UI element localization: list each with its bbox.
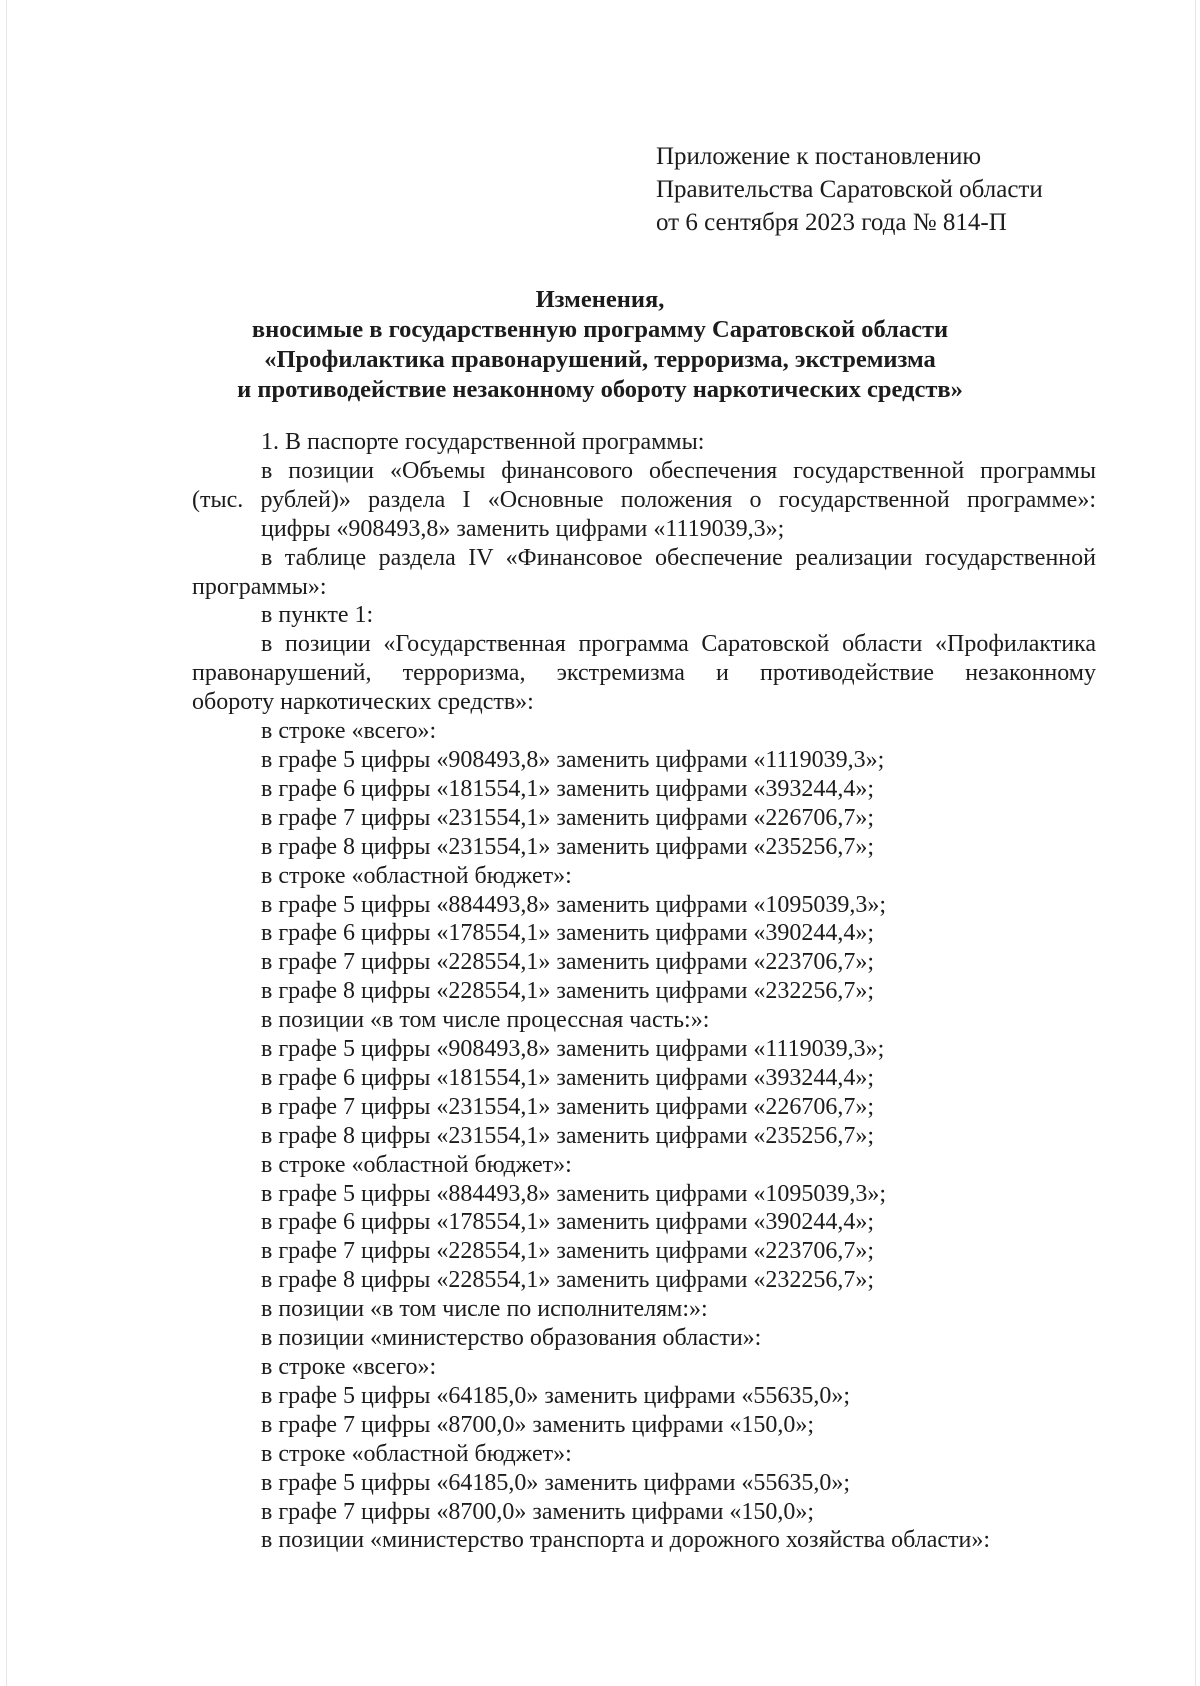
body-line: в позиции «в том числе по исполнителям:»: bbox=[261, 1296, 708, 1323]
approval-line: Приложение к постановлению bbox=[656, 143, 982, 170]
body-line: в позиции «Государственная программа Саратовской области «Профилактика bbox=[261, 631, 1096, 658]
scan-edge-right bbox=[1195, 0, 1196, 1686]
body-line: в графе 8 цифры «231554,1» заменить цифрами «235256,7»; bbox=[261, 833, 875, 860]
approval-line: от 6 сентября 2023 года № 814-П bbox=[656, 209, 1007, 236]
approval-line: Правительства Саратовской области bbox=[656, 176, 1043, 203]
document-title bbox=[60, 285, 1140, 405]
body-line: в строке «всего»: bbox=[261, 718, 437, 745]
body-line: в графе 5 цифры «64185,0» заменить цифрами «55635,0»; bbox=[261, 1382, 851, 1409]
body-line: в строке «областной бюджет»: bbox=[261, 1440, 572, 1467]
body-line: в строке «областной бюджет»: bbox=[261, 862, 572, 889]
body-line: в строке «областной бюджет»: bbox=[261, 1151, 572, 1178]
title-line: «Профилактика правонарушений, терроризма, экстремизма bbox=[264, 346, 936, 373]
body-line: в пункте 1: bbox=[261, 602, 374, 629]
body-line: в позиции «министерство транспорта и дорожного хозяйства области»: bbox=[261, 1527, 991, 1554]
body-line: в графе 7 цифры «231554,1» заменить цифрами «226706,7»; bbox=[261, 804, 875, 831]
body-line: в графе 6 цифры «178554,1» заменить цифрами «390244,4»; bbox=[261, 1209, 875, 1236]
body-line: в графе 6 цифры «181554,1» заменить цифрами «393244,4»; bbox=[261, 775, 875, 802]
body-line: в графе 5 цифры «908493,8» заменить цифрами «1119039,3»; bbox=[261, 1036, 885, 1063]
body-line: в графе 7 цифры «8700,0» заменить цифрами «150,0»; bbox=[261, 1411, 815, 1438]
body-line: в графе 8 цифры «231554,1» заменить цифрами «235256,7»; bbox=[261, 1122, 875, 1149]
body-line: в графе 8 цифры «228554,1» заменить цифрами «232256,7»; bbox=[261, 978, 875, 1005]
body-line: в позиции «в том числе процессная часть:»: bbox=[261, 1007, 710, 1034]
body-line: в позиции «министерство образования области»: bbox=[261, 1325, 762, 1352]
body-line: в графе 5 цифры «908493,8» заменить цифрами «1119039,3»; bbox=[261, 746, 885, 773]
body-line: в графе 7 цифры «231554,1» заменить цифрами «226706,7»; bbox=[261, 1093, 875, 1120]
body-line: в графе 7 цифры «228554,1» заменить цифрами «223706,7»; bbox=[261, 1238, 875, 1265]
body-line: (тыс. рублей)» раздела I «Основные положения о государственной программе»: bbox=[192, 486, 1096, 513]
scan-edge-left bbox=[6, 0, 7, 1686]
body-line: в позиции «Объемы финансового обеспечения государственной программы bbox=[261, 457, 1096, 484]
title-line: вносимые в государственную программу Саратовской области bbox=[251, 316, 949, 343]
paragraph-heading: 1. В паспорте государственной программы: bbox=[261, 429, 705, 455]
document-body bbox=[192, 428, 1096, 1555]
body-line: в графе 6 цифры «178554,1» заменить цифрами «390244,4»; bbox=[261, 920, 875, 947]
approval-block bbox=[656, 140, 1043, 239]
title-line: Изменения, bbox=[535, 286, 665, 313]
body-line: в графе 7 цифры «228554,1» заменить цифрами «223706,7»; bbox=[261, 949, 875, 976]
body-line: в графе 8 цифры «228554,1» заменить цифрами «232256,7»; bbox=[261, 1267, 875, 1294]
body-line: в таблице раздела IV «Финансовое обеспечение реализации государственной bbox=[261, 544, 1096, 571]
body-line: цифры «908493,8» заменить цифрами «1119039,3»; bbox=[261, 515, 785, 542]
body-line: в строке «всего»: bbox=[261, 1354, 437, 1380]
body-line: в графе 7 цифры «8700,0» заменить цифрами «150,0»; bbox=[261, 1498, 815, 1525]
body-line: обороту наркотических средств»: bbox=[192, 689, 534, 716]
body-line: в графе 5 цифры «884493,8» заменить цифрами «1095039,3»; bbox=[261, 891, 887, 918]
body-line: в графе 6 цифры «181554,1» заменить цифрами «393244,4»; bbox=[261, 1064, 875, 1091]
body-line: в графе 5 цифры «884493,8» заменить цифрами «1095039,3»; bbox=[261, 1180, 887, 1207]
body-line: правонарушений, терроризма, экстремизма и противодействие незаконному bbox=[192, 660, 1096, 687]
body-line: программы»: bbox=[192, 573, 327, 600]
body-line: в графе 5 цифры «64185,0» заменить цифрами «55635,0»; bbox=[261, 1469, 851, 1496]
title-line: и противодействие незаконному обороту наркотических средств» bbox=[237, 376, 963, 403]
